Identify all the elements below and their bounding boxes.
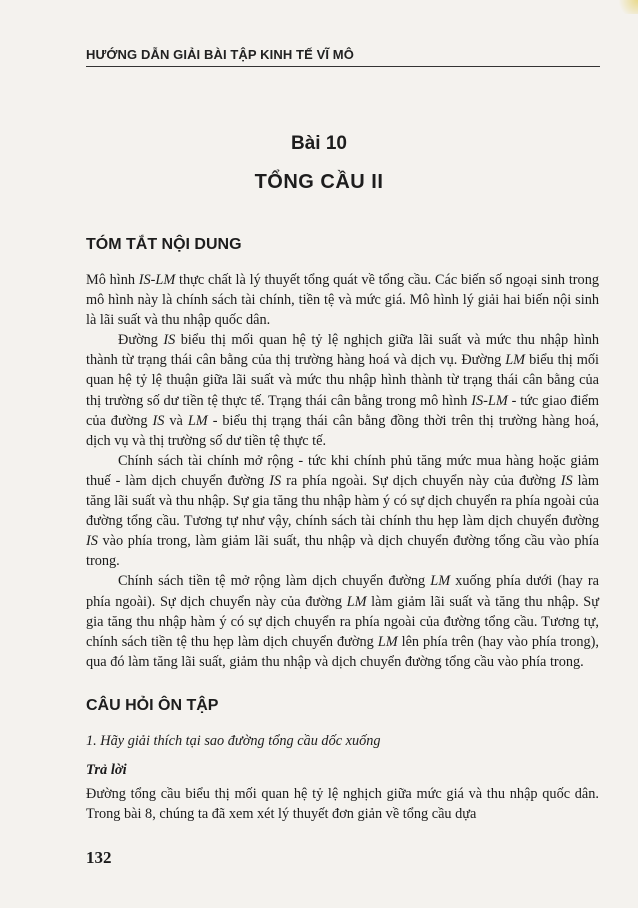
running-head: HƯỚNG DẪN GIẢI BÀI TẬP KINH TẾ VĨ MÔ [86, 47, 354, 62]
answer-label: Trả lời [86, 762, 127, 778]
question-1: 1. Hãy giải thích tại sao đường tổng cầu dốc xuống [86, 733, 381, 749]
summary-paragraph: Đường IS biểu thị mối quan hệ tỷ lệ nghịch giữa lãi suất và mức thu nhập hình thành từ trạng thái cân bằng của thị trường hàng hoá và dịch vụ. Đường LM biểu thị mối quan hệ tỷ lệ thuận giữa lãi suất và mức thu nhập hình thành từ trạng thái cân bằng của thị trường số dư tiền tệ thực tế. Trạng thái cân bằng trong mô hình IS-LM - tức giao điểm của đường IS và LM - biểu thị trạng thái cân bằng đồng thời trên thị trường hàng hoá, dịch vụ và thị trường số dư tiền tệ thực tế. [86, 332, 599, 449]
answer-paragraph: Đường tổng cầu biểu thị mối quan hệ tỷ lệ nghịch giữa mức giá và thu nhập quốc dân. Trong bài 8, chúng ta đã xem xét lý thuyết đơn giản về tổng cầu dựa [86, 786, 599, 823]
page-number: 132 [86, 848, 112, 867]
summary-paragraph: Mô hình IS-LM thực chất là lý thuyết tổng quát về tổng cầu. Các biến số ngoại sinh trong mô hình này là chính sách tài chính, tiền tệ và mức giá. Mô hình lý giải hai biến nội sinh là lãi suất và thu nhập quốc dân. [86, 272, 599, 329]
summary-heading: TÓM TẮT NỘI DUNG [86, 236, 242, 253]
page-corner-mark [616, 0, 638, 14]
review-heading: CÂU HỎI ÔN TẬP [86, 697, 219, 714]
lesson-number: Bài 10 [291, 133, 347, 154]
header-rule [86, 66, 600, 67]
lesson-title: TỔNG CẦU II [254, 171, 384, 193]
summary-body [86, 270, 599, 672]
summary-paragraph: Chính sách tiền tệ mở rộng làm dịch chuyển đường LM xuống phía dưới (hay ra phía ngoài). Sự dịch chuyển này của đường LM làm giảm lãi suất và tăng thu nhập. Sự gia tăng thu nhập hàm ý có sự dịch chuyển ra phía ngoài của đường tổng cầu. Tương tự, chính sách tiền tệ thu hẹp làm dịch chuyển đường LM lên phía trên (hay vào phía trong), qua đó làm tăng lãi suất, giảm thu nhập và dịch chuyển đường tổng cầu vào phía trong. [86, 573, 599, 670]
answer-body [86, 784, 599, 824]
summary-paragraph: Chính sách tài chính mở rộng - tức khi chính phủ tăng mức mua hàng hoặc giảm thuế - làm dịch chuyển đường IS ra phía ngoài. Sự dịch chuyển này của đường IS làm tăng lãi suất và thu nhập. Sự gia tăng thu nhập hàm ý có sự dịch chuyển ra phía ngoài của đường tổng cầu. Tương tự như vậy, chính sách tài chính thu hẹp làm dịch chuyển đường IS vào phía trong, làm giảm lãi suất, thu nhập và dịch chuyển đường tổng cầu vào phía trong. [86, 452, 600, 570]
